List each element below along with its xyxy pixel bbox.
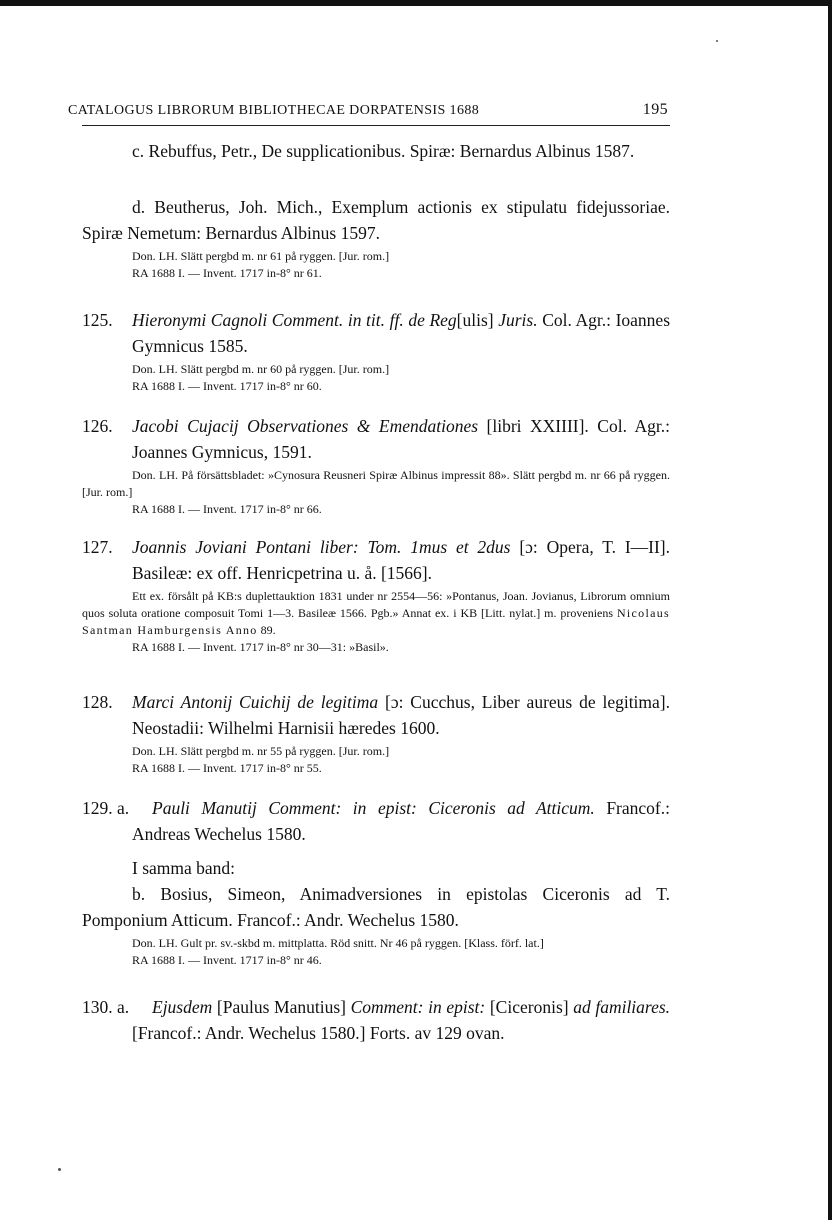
entry-127-note-owner: Nicolaus Santman Hamburgensis Anno [82,606,671,637]
entry-126-note-inventory: RA 1688 I. — Invent. 1717 in-8° nr 66. [132,502,322,516]
entry-number [82,795,129,821]
entry-126-imprint: [libri XXIIII]. Col. Agr.: Joannes Gymnicus, 1591. [132,416,670,462]
entry-127-note-year: 89. [260,623,276,637]
entry-129-b-text: b. Bosius, Simeon, Animadversiones in epistolas Ciceronis ad T. Pomponium Atticum. Francof.: Andr. Wechelus 1580. [82,884,670,930]
entry-130-title: Ejusdem [152,997,213,1017]
entry-number [82,994,129,1020]
entry-125-note-inventory: RA 1688 I. — Invent. 1717 in-8° nr 60. [132,379,322,393]
entry-127-text [82,534,670,586]
entry-130-text [82,994,670,1046]
running-head-title: CATALOGUS LIBRORUM BIBLIOTHECAE DORPATENSIS 1688 [68,103,480,118]
entry-129-a-label: a. [117,798,130,818]
entry-d-note-provenance: Don. LH. Slätt pergbd m. nr 61 på ryggen. [Jur. rom.] [132,249,390,263]
entry-130-a-label: a. [117,997,130,1017]
entry-125-note-provenance: Don. LH. Slätt pergbd m. nr 60 på ryggen. [Jur. rom.] [132,362,390,376]
entry-127-note-provenance [82,588,670,639]
entry-130-title-end: ad familiares. [573,997,671,1017]
entry-127-imprint: [ɔ: Opera, T. I—II]. Basileæ: ex off. Henricpetrina u. å. [1566]. [132,537,671,583]
entry-d-text: d. Beutherus, Joh. Mich., Exemplum actionis ex stipulatu fidejussoriae. Spiræ Nemetum: Bernardus Albinus 1597. [82,197,670,243]
entry-129-title: Pauli Manutij Comment: in epist: Ciceronis ad Atticum. [152,798,595,818]
entry-c [82,138,670,164]
page-number: 195 [642,101,668,118]
scan-border-right [828,0,832,1220]
entry-129 [82,795,670,969]
entry-128-note-inventory: RA 1688 I. — Invent. 1717 in-8° nr 55. [132,761,322,775]
entry-c-text: c. Rebuffus, Petr., De supplicationibus. Spiræ: Bernardus Albinus 1587. [132,141,635,161]
entry-126 [82,413,670,518]
entry-d-note-inventory: RA 1688 I. — Invent. 1717 in-8° nr 61. [132,266,322,280]
entry-d [82,194,670,282]
entry-125-title: Hieronymi Cagnoli Comment. in tit. ff. de Reg [132,310,457,330]
entry-129-same-band: I samma band: [132,858,236,878]
entry-number: 126. [82,416,113,436]
entry-number: 128. [82,692,113,712]
entry-130-bracket: [Paulus Manutius] [216,997,346,1017]
entry-126-note-provenance: Don. LH. På försättsbladet: »Cynosura Reusneri Spiræ Albinus impressit 88». Slätt pergbd m. nr 66 på ryggen. [Jur. rom.] [82,468,670,499]
scan-speck [58,1168,61,1171]
entry-125-imprint: Col. Agr.: Ioannes Gymnicus 1585. [132,310,671,356]
entry-126-text [82,413,670,465]
entry-127 [82,534,670,656]
entry-127-note-text: Ett ex. försålt på KB:s duplettauktion 1831 under nr 2554—56: »Pontanus, Joan. Jovianus, Librorum omnium quos soluta oratione composuit Tomi 1—3. Basileæ 1566. Pgb.» Annat ex. i KB [Litt. nylat.] m. proveniens [82,589,670,620]
entry-number: 127. [82,537,113,557]
entry-130-title-cont: Comment: in epist: [350,997,486,1017]
entry-129-imprint: Francof.: Andreas Wechelus 1580. [132,798,670,844]
scan-border-top [0,0,832,6]
entry-125-title-cont: Juris. [498,310,538,330]
entry-125-text [82,307,670,359]
scan-speck [716,40,718,42]
entry-125 [82,307,670,395]
entry-130-bracket2: [Ciceronis] [489,997,569,1017]
entry-127-title: Joannis Joviani Pontani liber: Tom. 1mus et 2dus [132,537,511,557]
entry-129-note-inventory: RA 1688 I. — Invent. 1717 in-8° nr 46. [132,953,322,967]
entry-129-number: 129. [82,798,113,818]
entry-number: 125. [82,310,113,330]
entry-128-title: Marci Antonij Cuichij de legitima [132,692,379,712]
entry-128-note-provenance: Don. LH. Slätt pergbd m. nr 55 på ryggen. [Jur. rom.] [132,744,390,758]
entry-128 [82,689,670,777]
entry-129-note-provenance: Don. LH. Gult pr. sv.-skbd m. mittplatta. Röd snitt. Nr 46 på ryggen. [Klass. förf. lat.] [132,936,544,950]
entry-130-imprint: [Francof.: Andr. Wechelus 1580.] Forts. av 129 ovan. [132,1023,505,1043]
entry-126-title: Jacobi Cujacij Observationes & Emendationes [132,416,479,436]
entry-125-bracket: [ulis] [456,310,494,330]
entry-128-text [82,689,670,741]
entry-130-number: 130. [82,997,113,1017]
entry-127-note-inventory: RA 1688 I. — Invent. 1717 in-8° nr 30—31: »Basil». [132,640,389,654]
header-rule [82,125,670,126]
entry-128-imprint: [ɔ: Cucchus, Liber aureus de legitima]. Neostadii: Wilhelmi Harnisii hæredes 1600. [132,692,670,738]
entry-129-text [82,795,670,847]
entry-130 [82,994,670,1046]
